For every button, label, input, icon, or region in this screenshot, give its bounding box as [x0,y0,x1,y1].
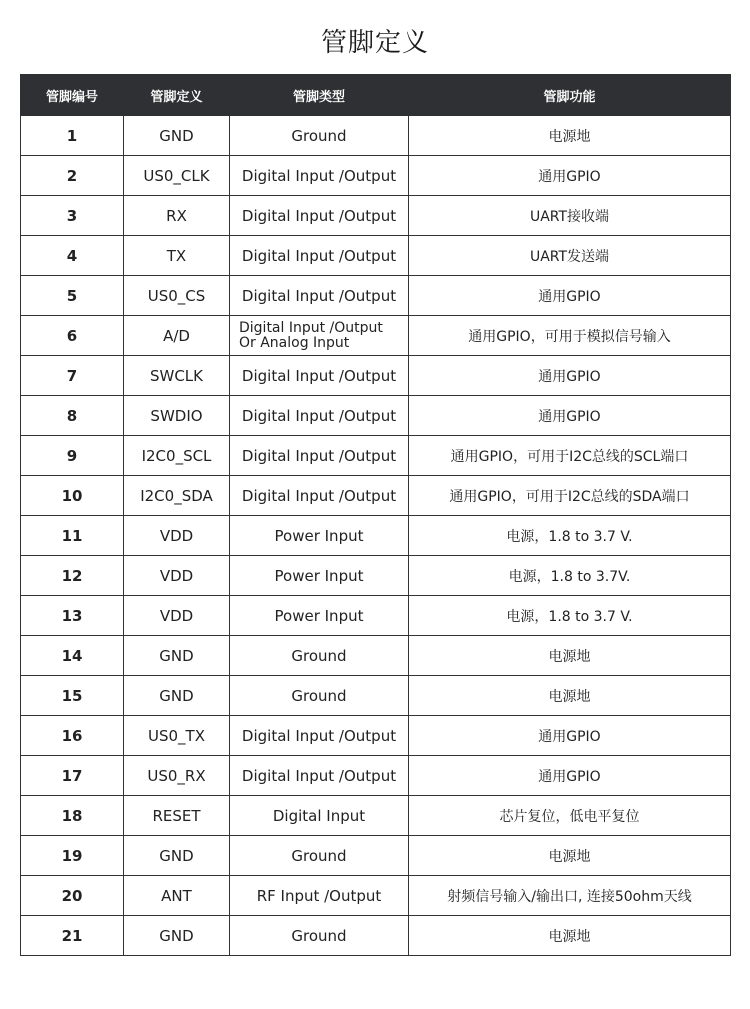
pin-type-cell: Digital Input /Output [230,156,409,196]
pin-function-cell: 通用GPIO [409,756,731,796]
header-pin-definition: 管脚定义 [124,75,230,116]
pin-name-cell: A/D [124,316,230,356]
pin-function-cell: 电源，1.8 to 3.7 V. [409,596,731,636]
header-pin-number: 管脚编号 [21,75,124,116]
pin-type-cell: Digital Input /Output [230,276,409,316]
pin-number-cell: 1 [21,116,124,156]
pin-function-cell: 电源地 [409,676,731,716]
table-row [21,276,731,316]
pin-name-cell: VDD [124,596,230,636]
pin-name-cell: ANT [124,876,230,916]
pin-function-cell: 射频信号输入/输出口, 连接50ohm天线 [409,876,731,916]
table-row [21,556,731,596]
pin-type-cell: Power Input [230,516,409,556]
pin-type-cell: Ground [230,116,409,156]
pin-function-cell: 通用GPIO [409,356,731,396]
pin-type-cell: Digital Input /Output [230,356,409,396]
page-title: 管脚定义 [320,28,429,58]
table-row [21,516,731,556]
pin-name-cell: VDD [124,556,230,596]
pin-name-cell: GND [124,916,230,956]
table-row [21,316,731,356]
pin-type-cell: Ground [230,636,409,676]
header-pin-function: 管脚功能 [409,75,731,116]
pin-name-cell: RESET [124,796,230,836]
pin-type-cell: Power Input [230,596,409,636]
pin-type-cell: Digital Input /Output [230,476,409,516]
pin-name-cell: US0_CS [124,276,230,316]
pin-function-cell: 通用GPIO，可用于I2C总线的SCL端口 [409,436,731,476]
pin-type-cell: Ground [230,916,409,956]
pin-type-cell: Digital Input /Output [230,436,409,476]
pin-type-cell: RF Input /Output [230,876,409,916]
table-row [21,756,731,796]
pin-name-cell: GND [124,836,230,876]
pin-definition-table [20,74,731,956]
pin-function-cell: 通用GPIO [409,156,731,196]
table-row [21,476,731,516]
pin-type-line: Or Analog Input [239,334,350,351]
pin-function-cell: UART接收端 [409,196,731,236]
pin-function-cell: 通用GPIO，可用于模拟信号输入 [409,316,731,356]
pin-name-cell: US0_RX [124,756,230,796]
pin-number-cell: 8 [21,396,124,436]
pin-name-cell: SWDIO [124,396,230,436]
pin-type-cell: Ground [230,836,409,876]
table-row [21,876,731,916]
table-row [21,116,731,156]
pin-function-cell: 通用GPIO，可用于I2C总线的SDA端口 [409,476,731,516]
pin-number-cell: 18 [21,796,124,836]
pin-name-cell: I2C0_SCL [124,436,230,476]
pin-function-cell: 电源，1.8 to 3.7V. [409,556,731,596]
pin-type-cell [230,316,409,356]
pin-number-cell: 20 [21,876,124,916]
pin-function-cell: UART发送端 [409,236,731,276]
pin-name-cell: SWCLK [124,356,230,396]
pin-name-cell: GND [124,636,230,676]
pin-name-cell: RX [124,196,230,236]
pin-number-cell: 9 [21,436,124,476]
table-row [21,636,731,676]
pin-function-cell: 电源地 [409,636,731,676]
pin-number-cell: 5 [21,276,124,316]
pin-type-cell: Digital Input /Output [230,756,409,796]
pin-type-cell: Digital Input [230,796,409,836]
pin-number-cell: 13 [21,596,124,636]
pin-number-cell: 11 [21,516,124,556]
pin-type-cell: Digital Input /Output [230,236,409,276]
pin-number-cell: 6 [21,316,124,356]
table-row [21,836,731,876]
pin-number-cell: 16 [21,716,124,756]
pin-type-cell: Digital Input /Output [230,196,409,236]
pin-name-cell: VDD [124,516,230,556]
table-row [21,596,731,636]
pin-name-cell: TX [124,236,230,276]
pin-name-cell: US0_TX [124,716,230,756]
table-row [21,796,731,836]
pin-number-cell: 10 [21,476,124,516]
table-header-row [21,75,731,116]
table-row [21,916,731,956]
pin-function-cell: 通用GPIO [409,276,731,316]
pin-name-cell: I2C0_SDA [124,476,230,516]
pin-name-cell: US0_CLK [124,156,230,196]
table-body [21,116,731,956]
pin-type-cell: Power Input [230,556,409,596]
pin-number-cell: 3 [21,196,124,236]
pin-number-cell: 17 [21,756,124,796]
pin-function-cell: 通用GPIO [409,716,731,756]
pin-number-cell: 14 [21,636,124,676]
pin-type-cell: Digital Input /Output [230,716,409,756]
pin-name-cell: GND [124,676,230,716]
pin-type-cell: Digital Input /Output [230,396,409,436]
pin-function-cell: 电源地 [409,836,731,876]
table-row [21,196,731,236]
pin-function-cell: 通用GPIO [409,396,731,436]
pin-type-cell: Ground [230,676,409,716]
pin-name-cell: GND [124,116,230,156]
pin-number-cell: 21 [21,916,124,956]
pin-number-cell: 2 [21,156,124,196]
pin-function-cell: 电源地 [409,916,731,956]
table-row [21,156,731,196]
table-row [21,676,731,716]
table-row [21,716,731,756]
pin-number-cell: 12 [21,556,124,596]
table-row [21,356,731,396]
header-pin-type: 管脚类型 [230,75,409,116]
pin-type-line: Digital Input /Output [239,319,383,336]
pin-number-cell: 7 [21,356,124,396]
table-row [21,396,731,436]
pin-function-cell: 芯片复位，低电平复位 [409,796,731,836]
table-row [21,436,731,476]
pin-number-cell: 15 [21,676,124,716]
pin-number-cell: 4 [21,236,124,276]
pin-function-cell: 电源，1.8 to 3.7 V. [409,516,731,556]
table-row [21,236,731,276]
pin-function-cell: 电源地 [409,116,731,156]
pin-number-cell: 19 [21,836,124,876]
